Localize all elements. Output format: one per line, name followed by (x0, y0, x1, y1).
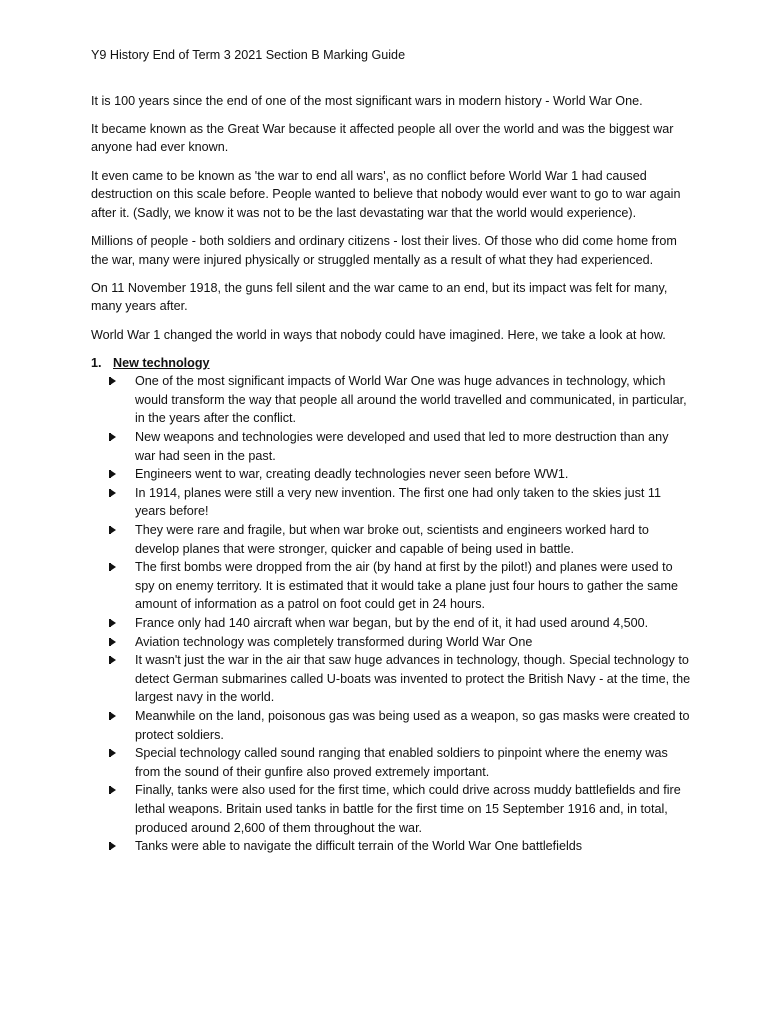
list-item (135, 614, 691, 633)
bullet-icon (110, 712, 116, 720)
list-item (135, 558, 691, 614)
paragraph-armistice: On 11 November 1918, the guns fell silent and the war came to an end, but its impact was felt for many, many years after. (91, 280, 668, 314)
list-item (135, 428, 691, 465)
paragraph-casualties: Millions of people - both soldiers and ordinary citizens - lost their lives. Of those who did come home from the war, many were injured physically or struggled mentally as a result of what they had experienced. (91, 233, 677, 267)
list-item-text: It wasn't just the war in the air that saw huge advances in technology, though. Special technology to detect German submarines called U-boats was invented to protect the British Navy - at the time, the largest navy in the world. (135, 653, 691, 705)
bullet-icon (110, 656, 116, 664)
bullet-icon (110, 749, 116, 757)
bullet-icon (110, 619, 116, 627)
list-item-text: Finally, tanks were also used for the first time, which could drive across muddy battlefields and fire lethal weapons. Britain used tanks in battle for the first time on 15 September 1916 and, in total, produced around 2,600 of them throughout the war. (135, 783, 681, 835)
bullet-icon (110, 526, 116, 534)
bullet-icon (110, 489, 116, 497)
section-heading (91, 354, 691, 373)
paragraph-intro: It is 100 years since the end of one of the most significant wars in modern history - World War One. (91, 93, 643, 108)
list-item-text: One of the most significant impacts of World War One was huge advances in technology, which would transform the way that people all around the world travelled and communicated, in particular, in the years after the conflict. (135, 374, 687, 426)
list-item-text: They were rare and fragile, but when war broke out, scientists and engineers worked hard to develop planes that were stronger, quicker and capable of being used in battle. (135, 523, 649, 556)
list-item (135, 744, 691, 781)
list-item (135, 521, 691, 558)
bullet-icon (110, 433, 116, 441)
bullet-icon (110, 377, 116, 385)
list-item (135, 837, 691, 856)
bullet-icon (110, 786, 116, 794)
section-new-technology (91, 354, 691, 856)
list-item-text: Engineers went to war, creating deadly technologies never seen before WW1. (135, 467, 569, 482)
list-item-text: Special technology called sound ranging that enabled soldiers to pinpoint where the enemy was from the sound of their gunfire also proved extremely important. (135, 746, 668, 779)
list-item (135, 372, 691, 428)
list-item-text: New weapons and technologies were developed and used that led to more destruction than any war had seen in the past. (135, 430, 669, 463)
list-item-text: Tanks were able to navigate the difficult terrain of the World War One battlefields (135, 839, 583, 854)
paragraph-great-war: It became known as the Great War because it affected people all over the world and was the biggest war anyone had ever known. (91, 121, 674, 155)
paragraph-changes: World War 1 changed the world in ways that nobody could have imagined. Here, we take a look at how. (91, 327, 666, 342)
bullet-icon (110, 638, 116, 646)
section-title: New technology (113, 355, 210, 370)
bullet-icon (110, 563, 116, 571)
list-item-text: Aviation technology was completely transformed during World War One (135, 634, 533, 649)
list-item (135, 781, 691, 837)
document-header: Y9 History End of Term 3 2021 Section B Marking Guide (91, 48, 406, 62)
list-item-text: The first bombs were dropped from the air (by hand at first by the pilot!) and planes were used to spy on enemy territory. It is estimated that it would take a plane just four hours to gather the same amount of information as a patrol on foot could get in 24 hours. (135, 560, 678, 612)
list-item-text: Meanwhile on the land, poisonous gas was being used as a weapon, so gas masks were created to protect soldiers. (135, 708, 690, 742)
list-item (135, 707, 691, 744)
list-item (135, 651, 691, 707)
list-item (135, 484, 691, 521)
list-item (135, 633, 691, 652)
section-number: 1. (91, 355, 102, 370)
bullet-icon (110, 470, 116, 478)
document-page (91, 46, 691, 856)
bullet-list (91, 372, 691, 855)
list-item-text: In 1914, planes were still a very new invention. The first one had only taken to the skies just 11 years before! (135, 485, 661, 519)
bullet-icon (110, 842, 116, 850)
list-item (135, 465, 691, 484)
list-item-text: France only had 140 aircraft when war began, but by the end of it, it had used around 4,500. (135, 616, 649, 630)
paragraph-war-to-end-all-wars: It even came to be known as 'the war to end all wars', as no conflict before World War 1 had caused destruction on this scale before. People wanted to believe that nobody would ever want to go to war again after it. (Sadly, we know it was not to be the last devastating war that the world would experience). (91, 168, 681, 220)
